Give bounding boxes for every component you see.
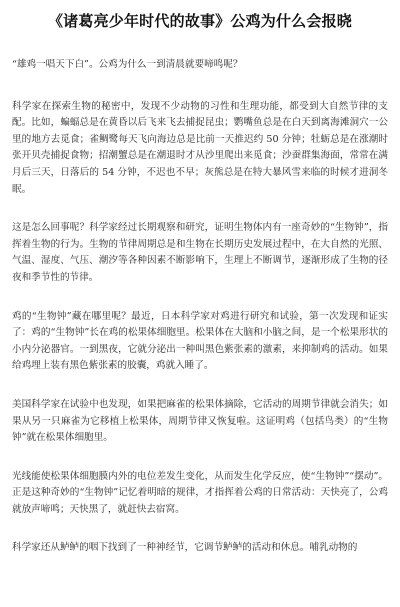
paragraph-pineal-gland: 鸡的“生物钟”藏在哪里呢？最近，日本科学家对鸡进行研究和试验，第一次发现和证实了：鸡的“生物钟”长在鸡的松果体细胞里。松果体在大脑和小脑之间，是一个松果形状的小内分泌器官。一到黑夜，它就分泌出一种叫黑色紫张素的激素，来抑制鸡的活动。如果给鸡埋上装有黑色紫张素的胶囊，鸡就入睡了。 (12, 310, 388, 372)
paragraph-intro: “雄鸡一唱天下白”。公鸡为什么一到清晨就要啼鸣呢？ (12, 59, 243, 70)
paragraph-light-effect: 光线能使松果体细胞膜内外的电位差发生变化，从而发生化学反应，使“生物钟”“摆动”。正是这种奇妙的“生物钟”记忆着明暗的规律，才指挥着公鸡的日常活动：天快亮了，公鸡就放声啼鸣；天快黑了，就赶快去宿窝。 (12, 470, 388, 515)
paragraph-biological-clock: 这是怎么回事呢？科学家经过长期观察和研究，证明生物体内有一座奇妙的“生物钟”，指挥着生物的行为。生物的节律周期总是和生物在长期历史发展过程中，在大自然的光照、气温、湿度、气压、潮汐等各种因素不断影响下，生理上不断调节，逐渐形成了生物的径夜和季节性的节律。 (12, 222, 388, 283)
paragraph-sparrow-experiment: 美国科学家在试验中也发现，如果把麻雀的松果体摘除，它活动的周期节律就会消失；如果从另一只麻雀为它移植上松果体，周期节律又恢复啦。这证明鸡（包括鸟类）的“生物钟”就在松果体细胞里。 (12, 398, 388, 444)
paragraph-biological-rhythms: 科学家在探索生物的秘密中，发现不少动物的习性和生理功能，都受到大自然节律的支配。比如，蝙蝠总是在黄昏以后飞来飞去捕捉昆虫；鹦嘴鱼总是在白天到离海滩洞穴一公里的地方去觅食；雀鲷鹭每天飞向海边总是比前一天推迟约 50 分钟；牡蛎总是在涨潮时张开贝壳捕捉食物；招潮蟹总是在潮退时才从沙里爬出来觅食；沙蚕群集海面，常常在满月后三天，日落后的 54 分钟，不迟也不早；灰熊总是在特大暴风雪来临的时候才进洞冬眠。 (12, 100, 388, 195)
paragraph-cut-off: 科学家还从鲈鲈的咽下找到了一种神经节，它调节鲈鲈的活动和休息。哺乳动物的 (12, 542, 358, 554)
article-title: 《诸葛亮少年时代的故事》公鸡为什么会报晓 (47, 12, 352, 30)
